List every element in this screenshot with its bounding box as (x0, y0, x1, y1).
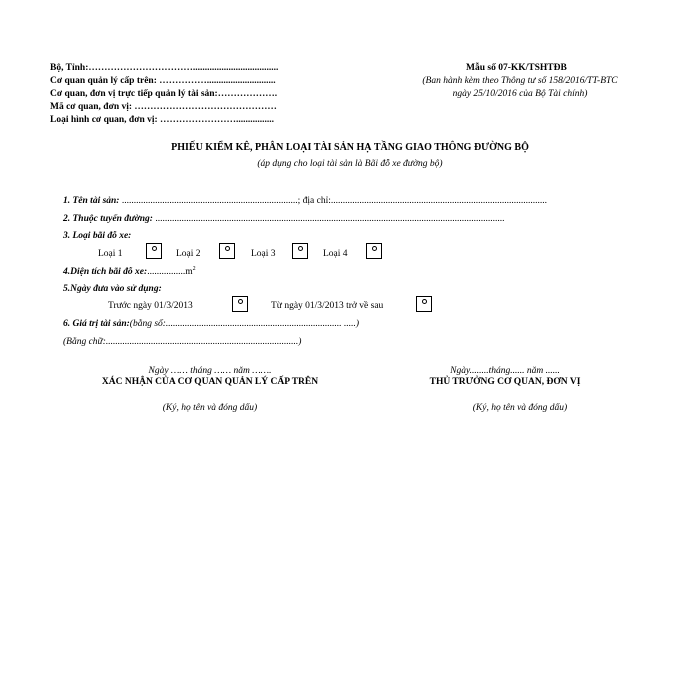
header-superior-agency: Cơ quan quản lý cấp trên: ……………............................. (50, 76, 276, 86)
field-route (63, 214, 504, 224)
field-asset-name-value[interactable]: ..........................................................................; địa chỉ:........................................................................................... (119, 196, 547, 206)
left-signature-note: (Ký, họ tên và đóng dấu) (162, 403, 258, 413)
field-parking-type-label: 3. Loại bãi đỗ xe: (63, 231, 132, 241)
before-date-label: Trước ngày 01/3/2013 (108, 301, 193, 311)
header-agency-code: Mã cơ quan, đơn vị: ……………………………………… (50, 102, 277, 112)
field-asset-name (63, 196, 547, 206)
issued-by-line-2: ngày 25/10/2016 của Bộ Tài chính) (452, 89, 588, 99)
header-ministry: Bộ, Tỉnh:…………………………….................................... (50, 63, 279, 73)
header-managing-agency: Cơ quan, đơn vị trực tiếp quản lý tài sản:………………. (50, 89, 278, 99)
right-signer-title: THỦ TRƯỞNG CƠ QUAN, ĐƠN VỊ (429, 377, 581, 387)
field-commission-date-label: 5.Ngày đưa vào sử dụng: (63, 284, 162, 294)
after-date-checkbox[interactable] (416, 296, 432, 312)
header-agency-type: Loại hình cơ quan, đơn vị: ……………………................ (50, 115, 275, 125)
type-1-checkbox[interactable] (146, 243, 162, 259)
field-area-value[interactable]: ................m (147, 267, 193, 278)
form-title: PHIẾU KIỂM KÊ, PHÂN LOẠI TÀI SẢN HẠ TẦNG GIAO THÔNG ĐƯỜNG BỘ (171, 142, 529, 153)
field-asset-name-label: 1. Tên tài sản: (63, 196, 120, 206)
type-3-checkbox[interactable] (292, 243, 308, 259)
field-asset-value-words[interactable]: (Bằng chữ:.................................................................................) (63, 337, 302, 347)
right-date-line: Ngày........tháng...... năm ...... (450, 366, 560, 376)
form-number: Mẫu số 07-KK/TSHTĐB (466, 63, 567, 73)
issued-by-line-1: (Ban hành kèm theo Thông tư số 158/2016/TT-BTC (422, 76, 618, 86)
area-unit-superscript: 2 (192, 266, 196, 272)
type-4-label: Loại 4 (323, 249, 348, 259)
field-area-label: 4.Diện tích bãi đỗ xe: (63, 267, 148, 278)
field-asset-value (63, 319, 359, 329)
field-asset-value-label: 6. Giá trị tài sản: (63, 319, 130, 329)
before-date-checkbox[interactable] (232, 296, 248, 312)
right-signature-note: (Ký, họ tên và đóng dấu) (472, 403, 568, 413)
type-3-label: Loại 3 (251, 249, 276, 259)
after-date-label: Từ ngày 01/3/2013 trở về sau (271, 301, 384, 311)
form-subtitle: (áp dụng cho loại tài sản là Bãi đỗ xe đường bộ) (257, 159, 443, 169)
field-route-label: 2. Thuộc tuyến đường: (63, 214, 153, 224)
type-2-checkbox[interactable] (219, 243, 235, 259)
field-route-value[interactable]: ................................................................................................................................................... (152, 214, 505, 224)
left-signer-title: XÁC NHẬN CỦA CƠ QUAN QUẢN LÝ CẤP TRÊN (101, 377, 319, 387)
type-2-label: Loại 2 (176, 249, 201, 259)
type-1-label: Loại 1 (98, 249, 123, 259)
field-area (63, 266, 196, 277)
left-date-line: Ngày …… tháng …… năm ……. (148, 366, 272, 376)
type-4-checkbox[interactable] (366, 243, 382, 259)
field-asset-value-number[interactable]: (bằng số:.......................................................................... .....) (129, 319, 360, 329)
